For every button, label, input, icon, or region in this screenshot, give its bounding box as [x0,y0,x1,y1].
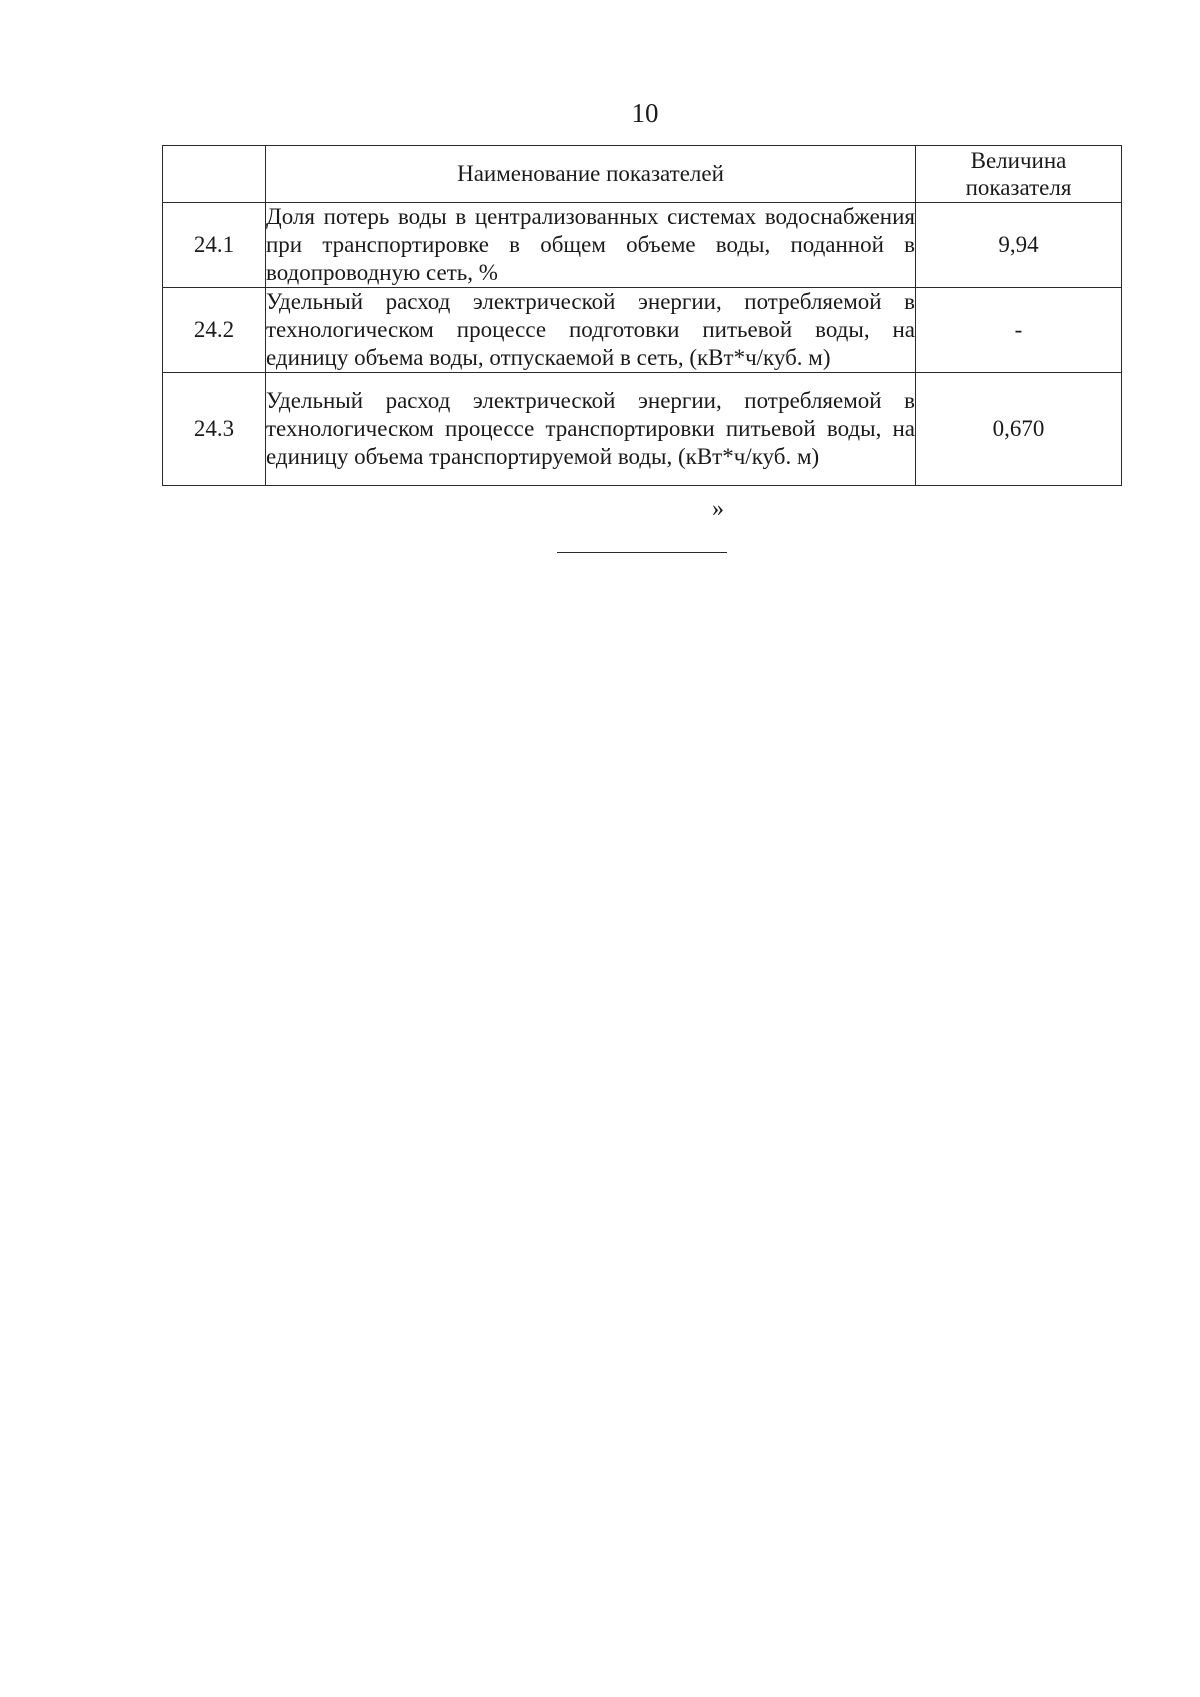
header-value-cell: Величина показателя [916,146,1122,203]
row-number: 24.1 [163,203,266,288]
end-divider-line [557,552,727,553]
row-value: 0,670 [916,373,1122,486]
table-header-row [163,146,1122,203]
row-value: - [916,288,1122,373]
row-name: Доля потерь воды в централизованных системах водоснабжения при транспортировке в общем объеме воды, поданной в водопроводную сеть, % [266,203,916,288]
table-row [163,288,1122,373]
table-row [163,203,1122,288]
row-value: 9,94 [916,203,1122,288]
row-number: 24.3 [163,373,266,486]
row-name: Удельный расход электрической энергии, потребляемой в технологическом процессе транспортировки питьевой воды, на единицу объема транспортируемой воды, (кВт*ч/куб. м) [266,373,916,486]
header-name-cell: Наименование показателей [266,146,916,203]
page-number: 10 [631,98,659,128]
table-row [163,373,1122,486]
header-number-cell [163,146,266,203]
row-number: 24.2 [163,288,266,373]
indicators-table [162,145,1122,486]
row-name: Удельный расход электрической энергии, потребляемой в технологическом процессе подготовки питьевой воды, на единицу объема воды, отпускаемой в сеть, (кВт*ч/куб. м) [266,288,916,373]
closing-quote-mark: » [712,496,724,522]
